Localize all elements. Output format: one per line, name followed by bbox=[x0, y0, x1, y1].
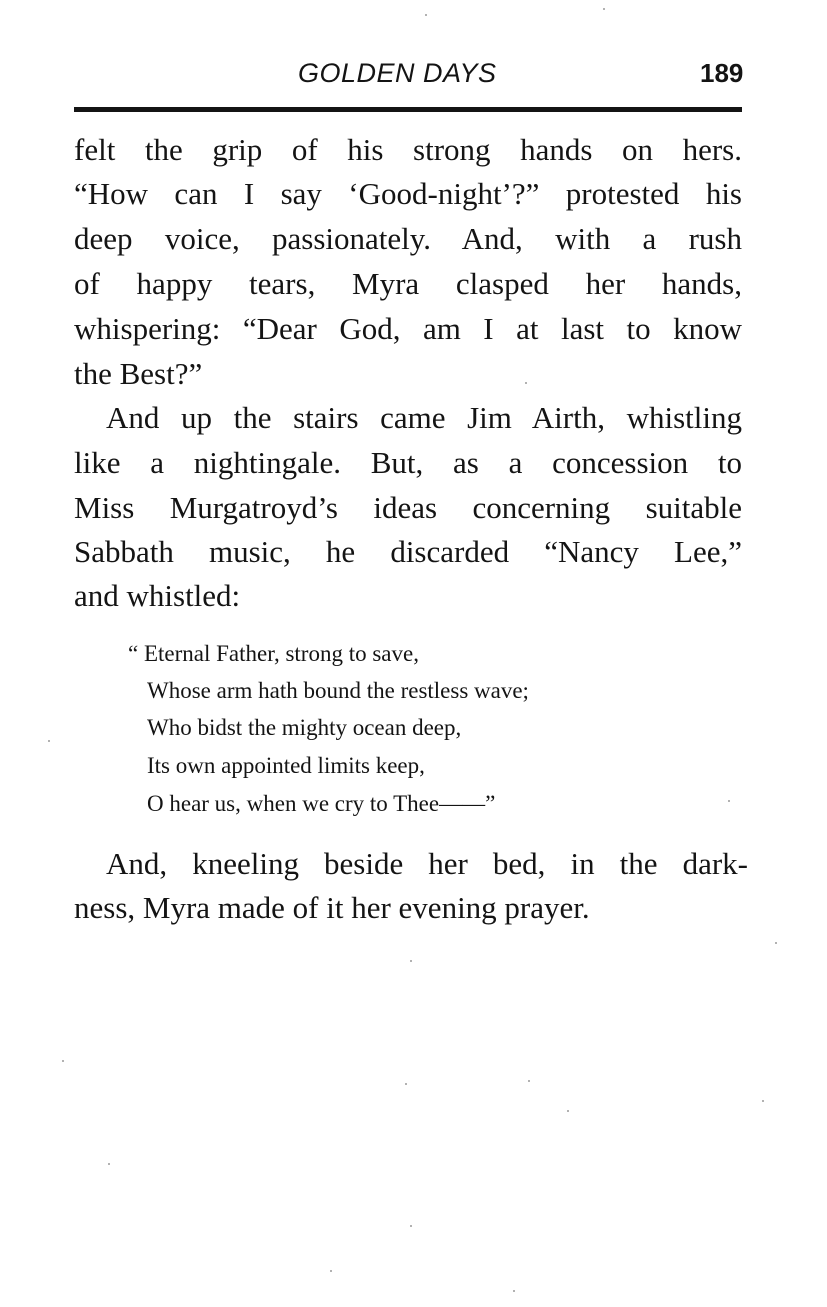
text-line: felt the grip of his strong hands on hers. bbox=[74, 132, 742, 167]
text-line: Sabbath music, he discarded “Nancy Lee,” bbox=[74, 534, 742, 569]
verse-line: Its own appointed limits keep, bbox=[147, 753, 425, 778]
verse-line: Who bidst the mighty ocean deep, bbox=[147, 715, 462, 740]
text-line: deep voice, passionately. And, with a rush bbox=[74, 221, 742, 256]
verse-line: O hear us, when we cry to Thee——” bbox=[147, 791, 496, 816]
verse-line: Whose arm hath bound the restless wave; bbox=[147, 678, 529, 703]
text-line: the Best?” bbox=[74, 356, 203, 391]
text-line: whispering: “Dear God, am I at last to know bbox=[74, 311, 742, 346]
text-line: Miss Murgatroyd’s ideas concerning suitable bbox=[74, 490, 742, 525]
text-line: And up the stairs came Jim Airth, whistling bbox=[106, 400, 742, 435]
verse-line: “ Eternal Father, strong to save, bbox=[128, 641, 419, 666]
text-line: like a nightingale. But, as a concession to bbox=[74, 445, 742, 480]
header-rule bbox=[74, 107, 742, 112]
text-line: And, kneeling beside her bed, in the dark- bbox=[106, 846, 748, 881]
text-line: ness, Myra made of it her evening prayer. bbox=[74, 890, 590, 925]
text-line: “How can I say ‘Good-night’?” protested his bbox=[74, 176, 742, 211]
text-line: and whistled: bbox=[74, 578, 241, 613]
running-title: GOLDEN DAYS bbox=[298, 58, 497, 88]
text-line: of happy tears, Myra clasped her hands, bbox=[74, 266, 742, 301]
page-number: 189 bbox=[700, 58, 744, 88]
